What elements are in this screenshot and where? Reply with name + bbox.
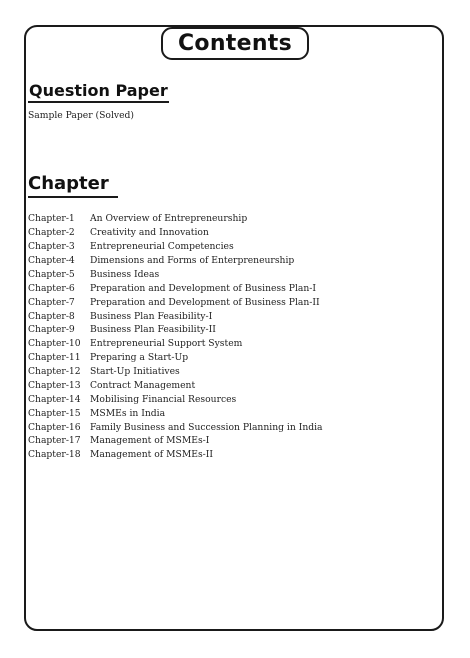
chapter-entry[interactable] xyxy=(28,337,323,351)
chapter-title: Preparation and Development of Business Plan-II xyxy=(90,296,320,308)
chapter-entry[interactable] xyxy=(28,420,323,434)
chapter-entry[interactable] xyxy=(28,379,323,393)
chapter-number: Chapter-3 xyxy=(28,241,75,253)
chapter-entry[interactable] xyxy=(28,281,323,295)
chapter-number: Chapter-15 xyxy=(28,407,81,419)
chapter-number: Chapter-8 xyxy=(28,310,75,322)
chapter-number: Chapter-7 xyxy=(28,296,75,308)
chapter-entry[interactable] xyxy=(28,365,323,379)
chapter-entry[interactable] xyxy=(28,226,323,240)
chapter-number: Chapter-17 xyxy=(28,435,81,447)
chapter-title: Management of MSMEs-I xyxy=(90,435,210,447)
chapter-title: Preparing a Start-Up xyxy=(90,352,189,364)
chapter-entry[interactable] xyxy=(28,268,323,282)
chapter-title: Business Plan Feasibility-II xyxy=(90,324,216,336)
chapter-number: Chapter-5 xyxy=(28,268,75,280)
chapter-number: Chapter-16 xyxy=(28,421,81,433)
chapter-title: Business Ideas xyxy=(90,268,160,280)
question-paper-underline xyxy=(28,101,169,103)
chapter-title: Entrepreneurial Competencies xyxy=(90,241,234,253)
chapter-title: MSMEs in India xyxy=(90,407,166,419)
chapter-entry[interactable] xyxy=(28,392,323,406)
chapter-heading: Chapter xyxy=(28,173,109,194)
chapter-title: Preparation and Development of Business Plan-I xyxy=(90,282,317,294)
chapter-underline xyxy=(28,196,118,198)
chapter-number: Chapter-11 xyxy=(28,352,81,364)
chapter-number: Chapter-12 xyxy=(28,366,81,378)
chapter-entry[interactable] xyxy=(28,295,323,309)
chapter-number: Chapter-10 xyxy=(28,338,81,350)
chapter-entry[interactable] xyxy=(28,406,323,420)
chapter-entry[interactable] xyxy=(28,254,323,268)
chapter-title: Start-Up Initiatives xyxy=(90,366,180,378)
chapter-entry[interactable] xyxy=(28,323,323,337)
chapter-number: Chapter-9 xyxy=(28,324,75,336)
chapter-title: Creativity and Innovation xyxy=(90,227,209,239)
page-title: Contents xyxy=(177,31,293,56)
chapter-entry[interactable] xyxy=(28,212,323,226)
question-paper-heading: Question Paper xyxy=(29,81,168,100)
chapter-entry[interactable] xyxy=(28,434,323,448)
chapter-number: Chapter-1 xyxy=(28,213,75,225)
chapter-entry[interactable] xyxy=(28,448,323,462)
chapter-title: Entrepreneurial Support System xyxy=(90,338,243,350)
contents-title-box xyxy=(161,27,309,60)
chapter-entry[interactable] xyxy=(28,240,323,254)
chapter-number: Chapter-4 xyxy=(28,255,75,267)
chapter-title: Contract Management xyxy=(90,379,196,391)
chapter-entry[interactable] xyxy=(28,351,323,365)
chapter-number: Chapter-6 xyxy=(28,282,75,294)
sample-paper-entry[interactable]: Sample Paper (Solved) xyxy=(28,110,134,121)
chapter-list xyxy=(28,212,323,462)
chapter-number: Chapter-2 xyxy=(28,227,75,239)
chapter-title: Mobilising Financial Resources xyxy=(90,393,237,405)
chapter-title: Dimensions and Forms of Enterpreneurship xyxy=(90,255,295,267)
chapter-number: Chapter-18 xyxy=(28,449,81,461)
chapter-title: Family Business and Succession Planning in India xyxy=(90,421,323,433)
chapter-title: An Overview of Entrepreneurship xyxy=(90,213,248,225)
chapter-number: Chapter-13 xyxy=(28,379,81,391)
chapter-number: Chapter-14 xyxy=(28,393,81,405)
chapter-entry[interactable] xyxy=(28,309,323,323)
chapter-title: Business Plan Feasibility-I xyxy=(90,310,213,322)
chapter-title: Management of MSMEs-II xyxy=(90,449,214,461)
